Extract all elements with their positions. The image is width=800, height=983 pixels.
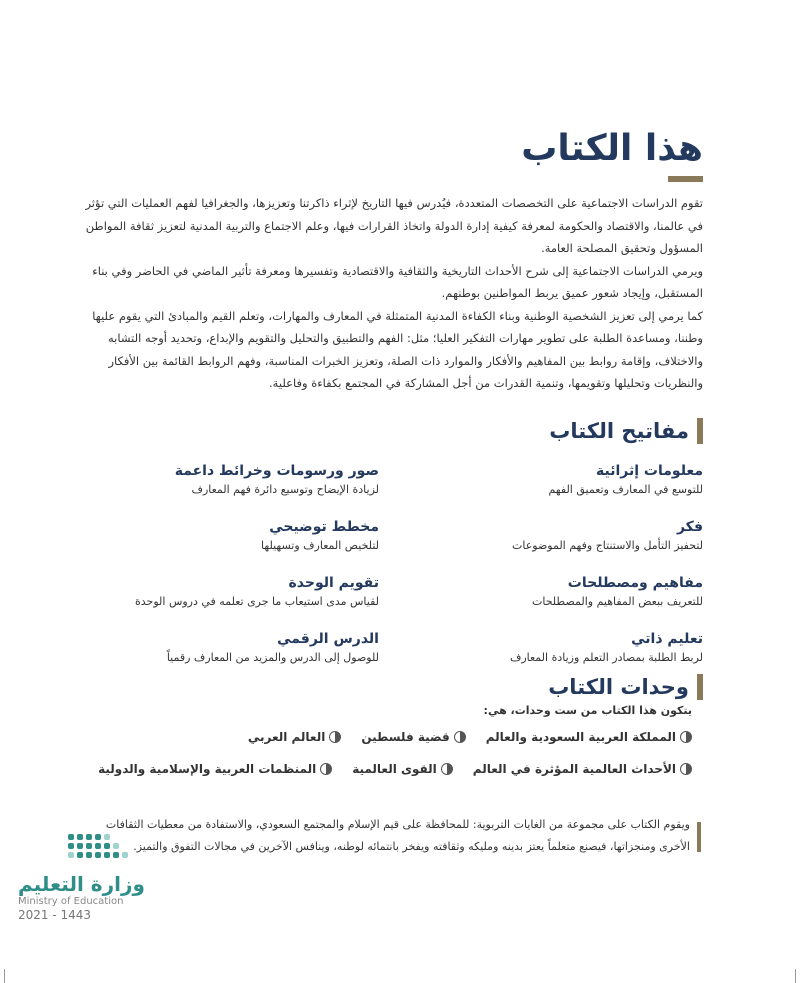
key-desc: لتحفيز التأمل والاستنتاج وفهم الموضوعات: [512, 539, 703, 552]
heading-accent-bar: [697, 674, 703, 700]
unit-label: المملكة العربية السعودية والعالم: [485, 730, 676, 744]
unit-label: العالم العربي: [247, 730, 326, 744]
units-intro: يتكون هذا الكتاب من ست وحدات، هي:: [483, 704, 692, 717]
unit-label: الأحداث العالمية المؤثرة في العالم: [472, 762, 676, 776]
key-desc: للوصول إلى الدرس والمزيد من المعارف رقمياً: [166, 651, 379, 664]
page-title: هذا الكتاب: [521, 128, 703, 169]
key-item: [419, 462, 703, 498]
key-title: تقويم الوحدة: [288, 575, 379, 591]
key-desc: للتعريف ببعض المفاهيم والمصطلحات: [531, 595, 703, 608]
intro-text: [73, 192, 703, 395]
closing-accent-bar: [697, 822, 701, 852]
book-keys-grid: [95, 462, 703, 666]
ministry-name-english: Ministry of Education: [18, 896, 124, 907]
keys-right-column: [419, 462, 703, 666]
key-desc: لتلخيص المعارف وتسهيلها: [261, 539, 379, 552]
key-title: مفاهيم ومصطلحات: [567, 575, 703, 591]
key-desc: للتوسع في المعارف وتعميق الفهم: [548, 483, 703, 496]
units-heading-text: وحدات الكتاب: [548, 675, 689, 699]
unit-item: [486, 730, 692, 744]
unit-item: [473, 762, 692, 776]
unit-item: [248, 730, 342, 744]
units-row: [92, 762, 692, 776]
half-circle-bullet-icon: [680, 763, 692, 775]
ministry-name-arabic: وزارة التعليم: [18, 872, 145, 896]
year-label: 2021 - 1443: [18, 908, 92, 922]
closing-paragraph: ويقوم الكتاب على مجموعة من الغايات التربوية: للمحافظة على قيم الإسلام والمجتمع السعودي، والاستفادة من معطيات الثقافات الأخرى ومنجزاتها، فيصنع متعلماً يعتز بدينه ومليكه وثقافته ويفخر بانتمائه لوطنه، وينافس الآخرين في مجالات التفوق والتميز.: [105, 818, 690, 853]
key-title: الدرس الرقمي: [277, 631, 379, 647]
unit-label: قضية فلسطين: [361, 730, 450, 744]
key-desc: لقياس مدى استيعاب ما جرى تعلمه في دروس الوحدة: [135, 595, 379, 608]
half-circle-bullet-icon: [454, 731, 466, 743]
unit-item: [98, 762, 332, 776]
keys-heading: [549, 418, 703, 444]
key-item: [95, 518, 379, 554]
half-circle-bullet-icon: [680, 731, 692, 743]
unit-item: [361, 730, 465, 744]
intro-paragraph: ويرمي الدراسات الاجتماعية إلى شرح الأحداث التاريخية والثقافية والاقتصادية وتفسيرها ومعرفة تأثير الماضي في الحاضر وفي بناء المستقبل، وإيجاد شعور عميق يربط المواطنين بوطنهم.: [92, 263, 703, 300]
half-circle-bullet-icon: [441, 763, 453, 775]
key-item: [95, 574, 379, 610]
units-heading: [548, 674, 703, 700]
half-circle-bullet-icon: [329, 731, 341, 743]
key-title: مخطط توضيحي: [269, 519, 379, 535]
key-item: [95, 630, 379, 666]
ministry-logo-dots-icon: [66, 832, 166, 868]
heading-accent-bar: [697, 418, 703, 444]
intro-paragraph: كما يرمي إلى تعزيز الشخصية الوطنية وبناء الكفاءة المدنية المتمثلة في المعارف والمهارات، وتعلم القيم والمبادئ التي يقوم عليها وطننا، ومساعدة الطلبة على تطوير مهارات التفكير العليا؛ مثل: الفهم والتطبيق والتحليل والتقويم والإبداع، وتحديد أوجه التشابه والاختلاف، وإقامة روابط بين المفاهيم والأفكار والموارد ذات الصلة، وتعزيز الخبرات المناسبة، وفهم الروابط القائمة بين الأفكار والنظريات وتحليلها وتقويمها، وتنمية القدرات من أجل المشاركة في المجتمع بكفاءة وفاعلية.: [92, 308, 703, 390]
keys-heading-text: مفاتيح الكتاب: [549, 419, 689, 443]
key-item: [419, 630, 703, 666]
unit-label: المنظمات العربية والإسلامية والدولية: [98, 762, 317, 776]
unit-label: القوى العالمية: [352, 762, 437, 776]
half-circle-bullet-icon: [320, 763, 332, 775]
intro-paragraph: تقوم الدراسات الاجتماعية على التخصصات المتعددة، فيُدرس فيها التاريخ لإثراء ذاكرتنا وتعزيزها، والجغرافيا لفهم العمليات التي تؤثر في عالمنا، والاقتصاد والحكومة لمعرفة كيفية إدارة الدولة واتخاذ القرارات فيها، وعلم الاجتماع والتربية المدنية لتعزيز ثقافة المواطن المسؤول وتحقيق المصلحة العامة.: [85, 196, 703, 255]
key-item: [419, 518, 703, 554]
crop-mark: [4, 969, 5, 983]
key-item: [419, 574, 703, 610]
key-title: تعليم ذاتي: [631, 631, 703, 647]
key-title: صور ورسومات وخرائط داعمة: [174, 463, 379, 479]
key-desc: لزيادة الإيضاح وتوسيع دائرة فهم المعارف: [191, 483, 379, 496]
units-row: [92, 730, 692, 744]
keys-left-column: [95, 462, 379, 666]
key-title: فكر: [676, 519, 703, 535]
key-title: معلومات إثرائية: [596, 463, 703, 479]
key-item: [95, 462, 379, 498]
crop-mark: [795, 969, 796, 983]
unit-item: [352, 762, 453, 776]
key-desc: لربط الطلبة بمصادر التعلم وزيادة المعارف: [509, 651, 703, 664]
title-accent-bar: [668, 176, 703, 182]
